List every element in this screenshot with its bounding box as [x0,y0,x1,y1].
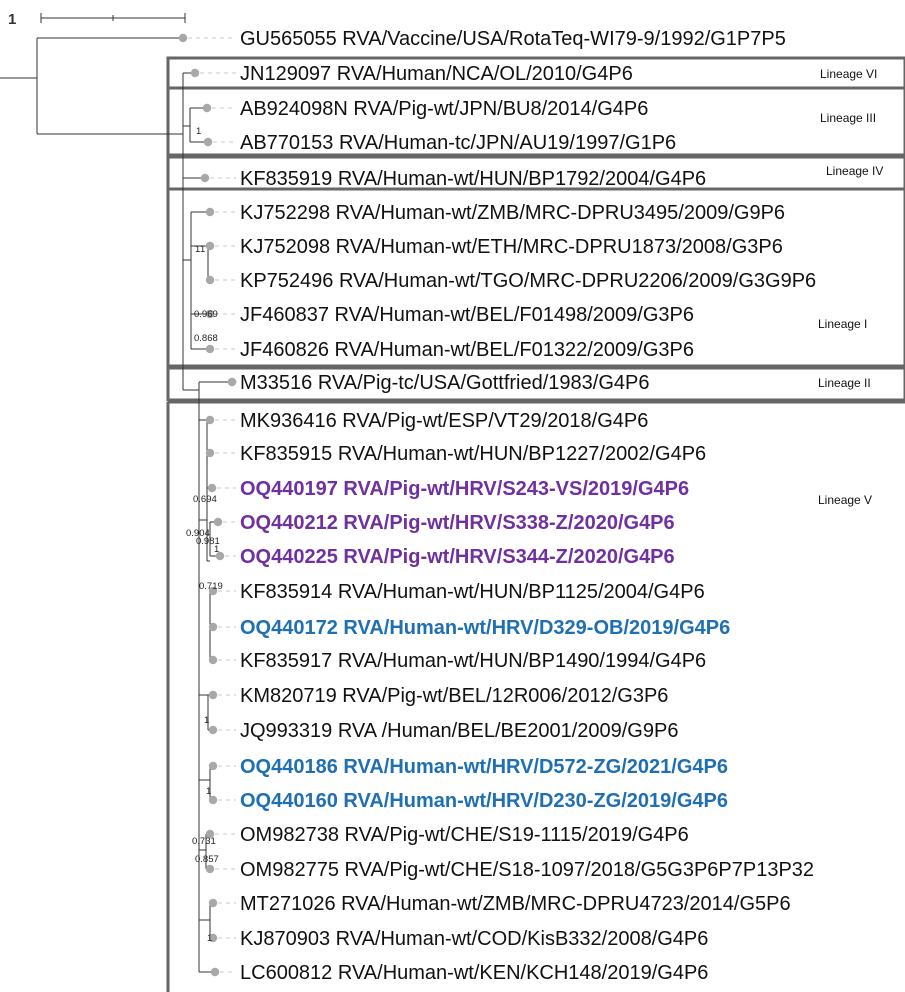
taxon-label: JN129097 RVA/Human/NCA/OL/2010/G4P6 [240,63,633,85]
taxon-label: M33516 RVA/Pig-tc/USA/Gottfried/1983/G4P6 [240,372,650,394]
support-value: 0.719 [199,581,223,592]
tip-node [206,449,214,457]
lineage-label-i: Lineage I [818,317,868,331]
taxon-label: KP752496 RVA/Human-wt/TGO/MRC-DPRU2206/2009/G3G9P6 [240,270,817,292]
taxon-label: AB924098N RVA/Pig-wt/JPN/BU8/2014/G4P6 [240,98,649,120]
tip-node [209,656,217,664]
support-value: 1 [200,244,206,255]
support-value: 0.694 [193,494,217,505]
taxon-label: GU565055 RVA/Vaccine/USA/RotaTeq-WI79-9/1992/G1P7P5 [240,28,786,50]
taxon-label-highlight-human: OQ440172 RVA/Human-wt/HRV/D329-OB/2019/G4P6 [240,617,731,639]
support-value: 1 [207,933,213,944]
taxon-labels [240,28,816,984]
tip-node [214,518,222,526]
support-value: 1 [204,715,210,726]
taxon-label: KJ752098 RVA/Human-wt/ETH/MRC-DPRU1873/2008/G3P6 [240,236,783,258]
tip-node [206,345,214,353]
support-value: 1 [196,126,202,137]
tip-node [209,623,217,631]
tip-node [209,796,217,804]
taxon-label: KJ752298 RVA/Human-wt/ZMB/MRC-DPRU3495/2009/G9P6 [240,202,786,224]
support-value: 1 [195,244,201,255]
taxon-label-highlight-human: OQ440160 RVA/Human-wt/HRV/D230-ZG/2019/G4P6 [240,790,728,812]
taxon-label-highlight-pig: OQ440225 RVA/Pig-wt/HRV/S344-Z/2020/G4P6 [240,546,675,568]
taxon-label: JF460837 RVA/Human-wt/BEL/F01498/2009/G3P6 [240,304,694,326]
support-value: 0.969 [194,309,218,320]
tip-node [206,208,214,216]
support-value: 0.981 [196,536,220,547]
support-value: 0.904 [186,528,210,539]
tree-branches [0,38,232,972]
tip-node [208,484,216,492]
taxon-label: AB770153 RVA/Human-tc/JPN/AU19/1997/G1P6 [240,132,677,154]
tip-node [204,138,212,146]
tip-node [203,104,211,112]
tip-node [209,726,217,734]
taxon-label: LC600812 RVA/Human-wt/KEN/KCH148/2019/G4P6 [240,962,709,984]
taxon-label: MT271026 RVA/Human-wt/ZMB/MRC-DPRU4723/2014/G5P6 [240,893,791,915]
support-value: 0.857 [195,854,219,865]
taxon-label: KF835915 RVA/Human-wt/HUN/BP1227/2002/G4P6 [240,443,707,465]
taxon-label: OM982775 RVA/Pig-wt/CHE/S18-1097/2018/G5G3P6P7P13P32 [240,859,815,881]
taxon-label: KM820719 RVA/Pig-wt/BEL/12R006/2012/G3P6 [240,685,669,707]
tip-node [228,378,236,386]
lineage-label-v: Lineage V [818,493,873,507]
tip-node [206,276,214,284]
support-value: 0.868 [194,333,218,344]
tip-node [201,174,209,182]
tip-markers [179,34,237,976]
tip-node [179,34,187,42]
taxon-label: MK936416 RVA/Pig-wt/ESP/VT29/2018/G4P6 [240,410,649,432]
support-value: 1 [214,544,220,555]
scale-bar-label: 1 [8,11,17,28]
scale-bar [8,11,185,28]
taxon-label: JF460826 RVA/Human-wt/BEL/F01322/2009/G3P6 [240,339,694,361]
tip-node [209,899,217,907]
tip-node [209,691,217,699]
taxon-label: KF835919 RVA/Human-wt/HUN/BP1792/2004/G4P6 [240,168,707,190]
lineage-label-vi: Lineage VI [820,67,878,81]
taxon-label: JQ993319 RVA /Human/BEL/BE2001/2009/G9P6 [240,720,679,742]
tip-node [206,416,214,424]
taxon-label: KF835917 RVA/Human-wt/HUN/BP1490/1994/G4P6 [240,650,707,672]
taxon-label-highlight-pig: OQ440197 RVA/Pig-wt/HRV/S243-VS/2019/G4P6 [240,478,690,500]
lineage-label-iv: Lineage IV [826,164,884,178]
lineage-label-iii: Lineage III [820,111,877,125]
tip-node [211,968,219,976]
tip-node [206,242,214,250]
tip-node [191,69,199,77]
lineage-label-ii: Lineage II [818,376,871,390]
support-values [186,126,223,944]
taxon-label: OM982738 RVA/Pig-wt/CHE/S19-1115/2019/G4P6 [240,824,689,846]
taxon-label: KF835914 RVA/Human-wt/HUN/BP1125/2004/G4P6 [240,581,705,603]
taxon-label: KJ870903 RVA/Human-wt/COD/KisB332/2008/G4P6 [240,928,709,950]
taxon-label-highlight-pig: OQ440212 RVA/Pig-wt/HRV/S338-Z/2020/G4P6 [240,512,675,534]
support-value: 0.731 [192,836,216,847]
lineage-labels [818,67,883,507]
taxon-label-highlight-human: OQ440186 RVA/Human-wt/HRV/D572-ZG/2021/G4P6 [240,756,728,778]
support-value: 1 [206,786,212,797]
tip-node [206,865,214,873]
tip-node [209,762,217,770]
